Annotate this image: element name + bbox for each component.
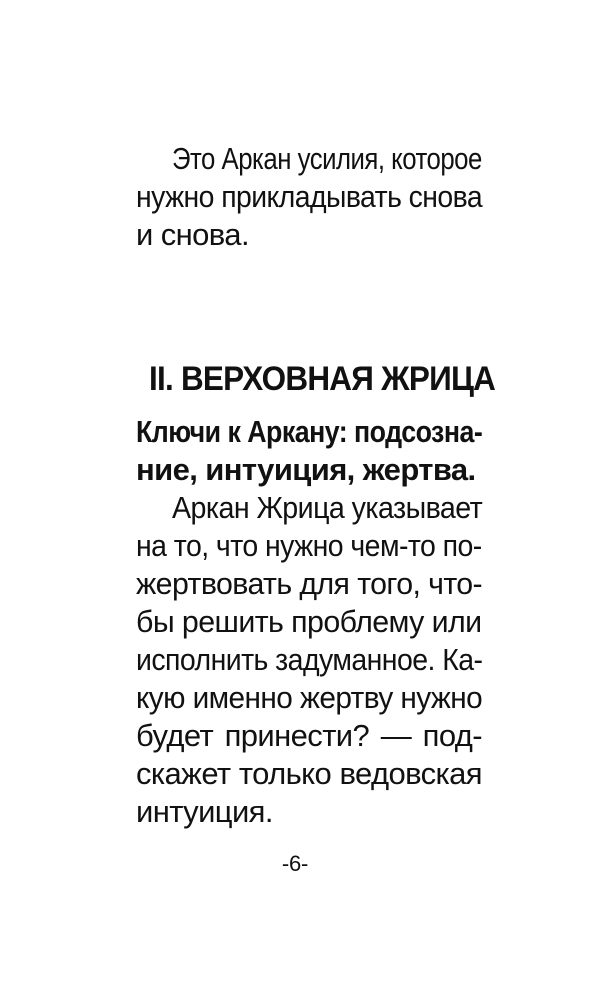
body-line-2: на то, что нужно чем-то по- bbox=[136, 528, 482, 563]
body-line-6: кую именно жертву нужно bbox=[136, 680, 483, 715]
body-line-5: исполнить задуманное. Ка- bbox=[136, 642, 483, 677]
body-line-7: будет принести? — под- bbox=[136, 718, 482, 753]
intro-line-1: Это Аркан усилия, которое bbox=[172, 141, 482, 176]
keys-line-2: ние, интуиция, жертва. bbox=[136, 452, 476, 487]
body-line-1: Аркан Жрица указывает bbox=[172, 490, 483, 525]
keys-line-1: Ключи к Аркану: подсозна- bbox=[136, 414, 483, 449]
body-line-3: жертвовать для того, что- bbox=[136, 566, 483, 601]
body-line-4: бы решить проблему или bbox=[136, 604, 482, 639]
intro-line-2: нужно прикладывать снова bbox=[136, 179, 483, 214]
section-heading: II. ВЕРХОВНАЯ ЖРИЦА bbox=[148, 359, 496, 398]
intro-line-3: и снова. bbox=[136, 217, 249, 252]
page-number: -6- bbox=[281, 851, 309, 876]
body-line-8: скажет только ведовская bbox=[136, 756, 482, 791]
body-line-9: интуиция. bbox=[136, 794, 273, 829]
